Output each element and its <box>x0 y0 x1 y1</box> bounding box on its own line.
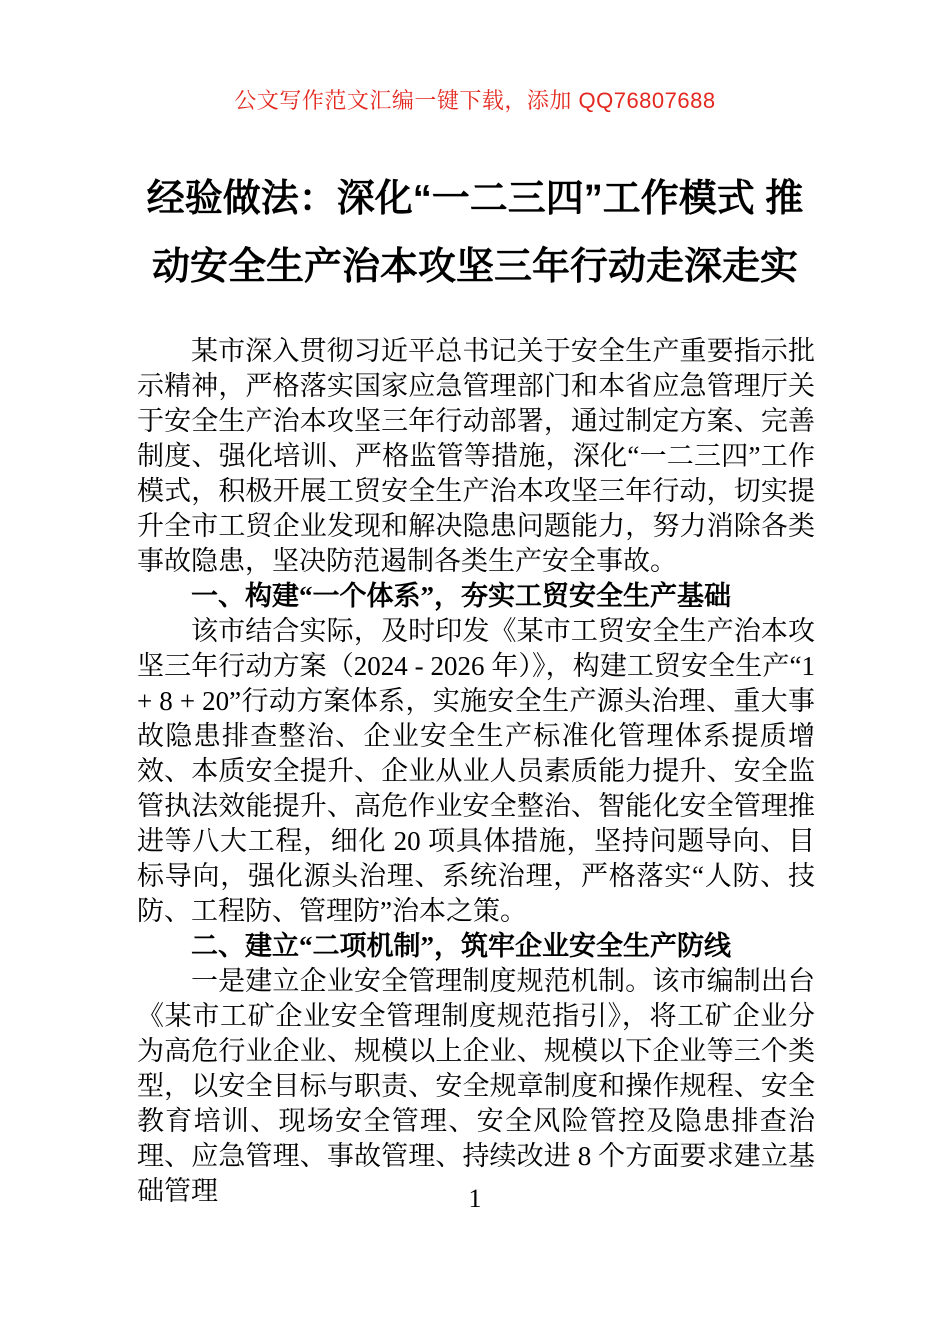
page-number: 1 <box>468 1184 482 1213</box>
section-heading-1: 一、构建“一个体系”，夯实工贸安全生产基础 <box>191 581 731 611</box>
document-body <box>137 334 815 1209</box>
paragraph-section-1: 该市结合实际，及时印发《某市工贸安全生产治本攻坚三年行动方案（2024 - 2026 年）》，构建工贸安全生产“1 + 8 + 20”行动方案体系，实施安全生产源头治理、重大事故隐患排查整治、企业安全生产标准化管理体系提质增效、本质安全提升、企业从业人员素质能力提升、安全监管执法效能提升、高危作业安全整治、智能化安全管理推进等八大工程，细化 20 项具体措施，坚持问题导向、目标导向，强化源头治理、系统治理，严格落实“人防、技防、工程防、管理防”治本之策。 <box>137 616 815 926</box>
header-notice: 公文写作范文汇编一键下载，添加 QQ76807688 <box>234 88 716 113</box>
section-heading-2: 二、建立“二项机制”，筑牢企业安全生产防线 <box>191 931 731 961</box>
document-title-line-2: 动安全生产治本攻坚三年行动走深走实 <box>151 246 798 288</box>
paragraph-intro: 某市深入贯彻习近平总书记关于安全生产重要指示批示精神，严格落实国家应急管理部门和本省应急管理厅关于安全生产治本攻坚三年行动部署，通过制定方案、完善制度、强化培训、严格监管等措施，深化“一二三四”工作模式，积极开展工贸安全生产治本攻坚三年行动，切实提升全市工贸企业发现和解决隐患问题能力，努力消除各类事故隐患，坚决防范遏制各类生产安全事故。 <box>137 336 815 576</box>
document-title <box>0 165 950 301</box>
document-title-line-1: 经验做法：深化“一二三四”工作模式 推 <box>146 178 804 220</box>
paragraph-section-2: 一是建立企业安全管理制度规范机制。该市编制出台《某市工矿企业安全管理制度规范指引》，将工矿企业分为高危行业企业、规模以上企业、规模以下企业等三个类型，以安全目标与职责、安全规章制度和操作规程、安全教育培训、现场安全管理、安全风险管控及隐患排查治理、应急管理、事故管理、持续改进 8 个方面要求建立基础管理 <box>137 966 815 1206</box>
